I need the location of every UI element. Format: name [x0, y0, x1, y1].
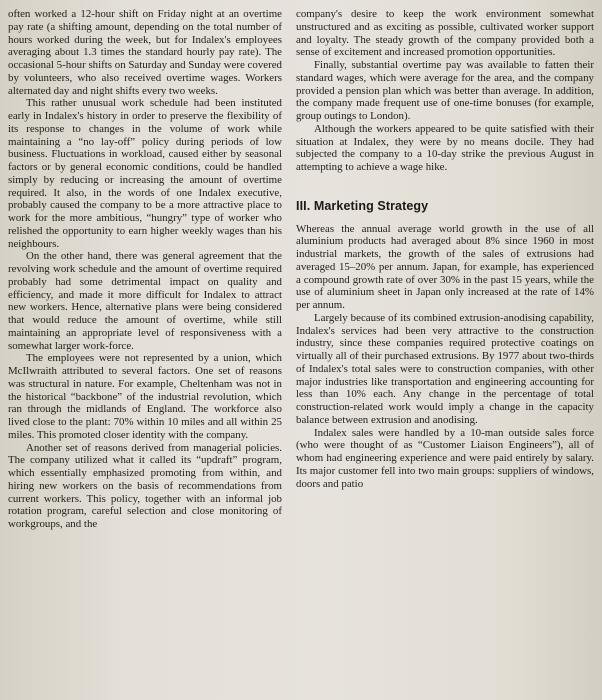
paragraph-market-growth: Whereas the annual average world growth in the use of all aluminium products had averaged about 8% since 1960 in most industrial markets, the growth of the sales of extrusions had averaged 15–20% per annum. Japan, for example, has experienced a compound growth rate of over 30% in the past 15 years, while the use of aluminium sheet in Japan only increased at the rate of 14% per annum.	[296, 222, 594, 311]
left-column	[8, 8, 282, 700]
paragraph-overtime-shifts: often worked a 12-hour shift on Friday night at an overtime pay rate (a shifting amount, depending on the total number of hours worked during the week, but for Indalex's employees averaging about 1.3 times the standard hourly pay rate). The occasional 5-hour shifts on Saturday and Sunday were covered by volunteers, who also received overtime wages. Workers alternated day and night shifts every two weeks.	[8, 8, 282, 97]
paragraph-alternative-plans: On the other hand, there was general agreement that the revolving work schedule and the amount of overtime required probably had some detrimental impact on quality and efficiency, and made it more difficult for Indalex to attract new workers. Hence, alternative plans were being considered that would reduce the amount of overtime, while still maintaining an appropriate level of responsiveness with a somewhat larger work-force.	[8, 250, 282, 352]
paragraph-construction-industry: Largely because of its combined extrusion-anodising capability, Indalex's services had been very attractive to the construction industry, since these companies required protective coatings on virtually all of their purchased extrusions. By 1977 about two-thirds of Indalex's total sales were to construction companies, with other major industries like transportation and engineering accounting for less than 10% each. Any change in the percentage of total construction-related work would imply a change in the capacity balance between extrusion and anodising.	[296, 311, 594, 426]
paragraph-overtime-pay: Finally, substantial overtime pay was available to fatten their standard wages, which were average for the area, and the company provided a pension plan which was better than average. In addition, the company made frequent use of one-time bonuses (for example, group outings to London).	[296, 59, 594, 122]
right-column	[296, 8, 594, 700]
paragraph-managerial-policies: Another set of reasons derived from managerial policies. The company utilized what it called its “updraft” program, which essentially emphasized promoting from within, and hiring new workers on the basis of recommendations from current workers. This policy, together with an informal job rotation program, careful selection and close monitoring of workgroups, and the	[8, 441, 282, 530]
paragraph-union: The employees were not represented by a union, which McIlwraith attributed to several factors. One set of reasons was structural in nature. For example, Cheltenham was not in the historical “backbone” of the industrial revolution, which ran through the midlands of England. The workforce also lived close to the plant: 70% within 10 miles and all within 25 miles. This promoted closer identity with the company.	[8, 352, 282, 441]
paragraph-strike: Although the workers appeared to be quite satisfied with their situation at Indalex, they were by no means docile. They had subjected the company to a 10-day strike the previous August in attempting to achieve a wage hike.	[296, 122, 594, 173]
paragraph-sales-force: Indalex sales were handled by a 10-man outside sales force (who were thought of as “Customer Liaison Engineers”), all of whom had engineering experience and were paid entirely by salary. Its major customer fell into two main groups: suppliers of windows, doors and patio	[296, 426, 594, 490]
paragraph-work-schedule: This rather unusual work schedule had been instituted early in Indalex's history in order to preserve the flexibility of its response to changes in the volume of work while maintaining a “no lay-off” policy during periods of low business. Fluctuations in workload, caused either by seasonal factors or by general economic conditions, could be handled simply by reducing or increasing the amount of overtime required. It also, in the words of one Indalex executive, probably caused the company to be a more attractive place to work for the more ambitious, “hungry” type of worker who relished the opportunity to earn higher weekly wages than his neighbours.	[8, 97, 282, 250]
two-column-layout	[8, 8, 594, 700]
section-heading-marketing-strategy: III. Marketing Strategy	[296, 198, 429, 213]
paragraph-work-environment: company's desire to keep the work environment somewhat unstructured and as exciting as possible, cultivated worker support and loyalty. The steady growth of the company provided both a sense of excitement and increased promotion opportunities.	[296, 8, 594, 59]
